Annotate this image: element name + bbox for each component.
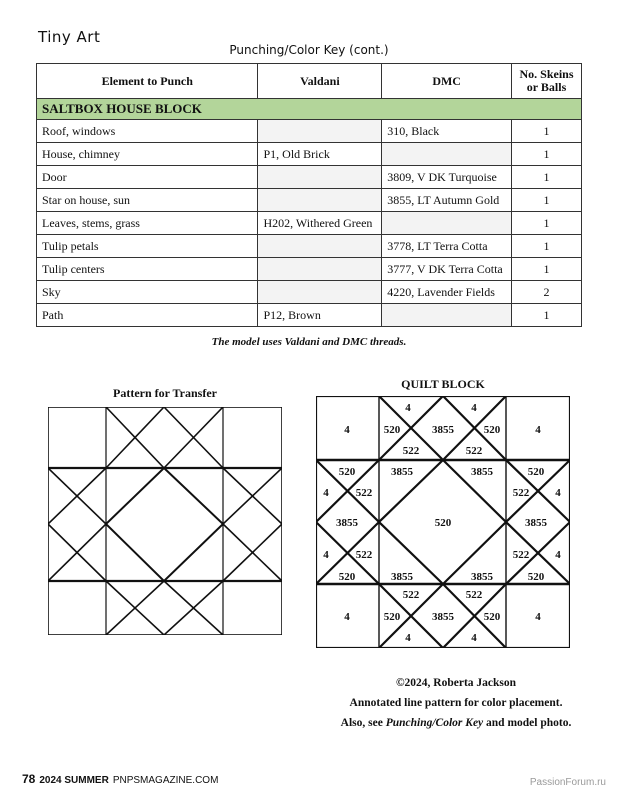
cell-dmc: 4220, Lavender Fields	[382, 281, 512, 304]
table-row	[37, 212, 582, 235]
quilt-block-title: QUILT BLOCK	[401, 377, 485, 391]
cell-valdani	[258, 235, 382, 258]
cell-qty: 1	[512, 304, 582, 327]
cell-dmc: 310, Black	[382, 120, 512, 143]
cell-qty: 1	[512, 189, 582, 212]
cell-valdani	[258, 166, 382, 189]
cell-valdani	[258, 258, 382, 281]
label-center-tl-3855: 3855	[391, 466, 413, 478]
table-row	[37, 258, 582, 281]
cell-valdani: H202, Withered Green	[258, 212, 382, 235]
label-left-top-4: 4	[323, 487, 329, 499]
credit-line-2-prefix: Also, see	[340, 717, 386, 729]
pattern-diagram	[48, 407, 282, 635]
label-right-top-522: 522	[512, 487, 530, 499]
label-bottom-right-4: 4	[471, 632, 477, 644]
cell-element: Star on house, sun	[37, 189, 258, 212]
table-row	[37, 281, 582, 304]
cell-element: Tulip petals	[37, 235, 258, 258]
label-bottom-right-522: 522	[465, 589, 483, 601]
cell-element: House, chimney	[37, 143, 258, 166]
label-right-bottom-520: 520	[527, 571, 545, 583]
label-center-tr-3855: 3855	[471, 466, 493, 478]
label-top-right-522: 522	[465, 445, 483, 457]
table-row	[37, 189, 582, 212]
credit-line-2-italic: Punching/Color Key	[385, 717, 484, 729]
table-row	[37, 235, 582, 258]
table-row	[37, 304, 582, 327]
label-top-left-520: 520	[383, 424, 401, 436]
label-top-center-3855: 3855	[432, 424, 454, 436]
watermark: PassionForum.ru	[529, 777, 606, 788]
cell-qty: 1	[512, 120, 582, 143]
label-top-right-4: 4	[471, 402, 477, 414]
label-left-bottom-522: 522	[355, 549, 373, 561]
color-key-table	[36, 63, 582, 327]
cell-qty: 1	[512, 235, 582, 258]
label-top-left-522: 522	[402, 445, 420, 457]
label-corner-bl: 4	[344, 611, 350, 623]
cell-dmc	[382, 304, 512, 327]
label-bottom-center-3855: 3855	[432, 611, 454, 623]
label-bottom-left-4: 4	[405, 632, 411, 644]
label-corner-tl: 4	[344, 424, 350, 436]
cell-valdani	[258, 120, 382, 143]
cell-element: Leaves, stems, grass	[37, 212, 258, 235]
label-bottom-left-522: 522	[402, 589, 420, 601]
label-left-bottom-4: 4	[323, 549, 329, 561]
label-corner-tr: 4	[535, 424, 541, 436]
cell-element: Roof, windows	[37, 120, 258, 143]
table-row	[37, 143, 582, 166]
cell-valdani	[258, 281, 382, 304]
cell-qty: 1	[512, 143, 582, 166]
table-row	[37, 120, 582, 143]
label-left-bottom-520: 520	[338, 571, 356, 583]
block-label: SALTBOX HOUSE BLOCK	[37, 99, 582, 120]
label-top-right-520: 520	[483, 424, 501, 436]
cell-dmc	[382, 143, 512, 166]
label-center-br-3855: 3855	[471, 571, 493, 583]
section-title: Tiny Art	[38, 28, 101, 46]
pattern-title: Pattern for Transfer	[113, 386, 217, 400]
credit-line-2-suffix: and model photo.	[483, 717, 572, 729]
label-top-left-4: 4	[405, 402, 411, 414]
label-right-bottom-4: 4	[555, 549, 561, 561]
cell-valdani: P12, Brown	[258, 304, 382, 327]
cell-qty: 1	[512, 212, 582, 235]
cell-qty: 2	[512, 281, 582, 304]
credits	[318, 675, 594, 735]
label-right-bottom-522: 522	[512, 549, 530, 561]
cell-qty: 1	[512, 258, 582, 281]
label-left-top-522: 522	[355, 487, 373, 499]
cell-dmc	[382, 212, 512, 235]
label-left-top-520: 520	[338, 466, 356, 478]
cell-qty: 1	[512, 166, 582, 189]
color-key-title: Punching/Color Key (cont.)	[229, 43, 389, 57]
label-bottom-right-520: 520	[483, 611, 501, 623]
block-row	[37, 99, 582, 120]
cell-dmc: 3809, V DK Turquoise	[382, 166, 512, 189]
cell-element: Door	[37, 166, 258, 189]
cell-element: Tulip centers	[37, 258, 258, 281]
page-footer	[22, 772, 218, 786]
label-right-top-520: 520	[527, 466, 545, 478]
table-note: The model uses Valdani and DMC threads.	[211, 336, 407, 348]
cell-valdani	[258, 189, 382, 212]
cell-element: Sky	[37, 281, 258, 304]
col-header-skeins: No. Skeins or Balls	[512, 64, 582, 99]
col-header-valdani: Valdani	[258, 64, 382, 99]
cell-dmc: 3855, LT Autumn Gold	[382, 189, 512, 212]
label-right-top-4: 4	[555, 487, 561, 499]
table-header-row	[37, 64, 582, 99]
cell-element: Path	[37, 304, 258, 327]
page-number: 78	[22, 772, 36, 786]
cell-dmc: 3778, LT Terra Cotta	[382, 235, 512, 258]
label-right-center-3855: 3855	[525, 517, 547, 529]
label-bottom-left-520: 520	[383, 611, 401, 623]
table-row	[37, 166, 582, 189]
copyright: ©2024, Roberta Jackson	[395, 677, 517, 689]
cell-dmc: 3777, V DK Terra Cotta	[382, 258, 512, 281]
credit-line-1: Annotated line pattern for color placement.	[349, 697, 563, 709]
issue-label: 2024 SUMMER	[39, 775, 109, 786]
quilt-block-diagram	[316, 396, 570, 648]
label-center-520: 520	[434, 517, 452, 529]
label-center-bl-3855: 3855	[391, 571, 413, 583]
cell-valdani: P1, Old Brick	[258, 143, 382, 166]
col-header-dmc: DMC	[382, 64, 512, 99]
label-corner-br: 4	[535, 611, 541, 623]
credit-line-2	[318, 715, 594, 731]
col-header-element: Element to Punch	[37, 64, 258, 99]
label-left-center-3855: 3855	[336, 517, 358, 529]
magazine-site: PNPSMAGAZINE.COM	[112, 775, 219, 786]
